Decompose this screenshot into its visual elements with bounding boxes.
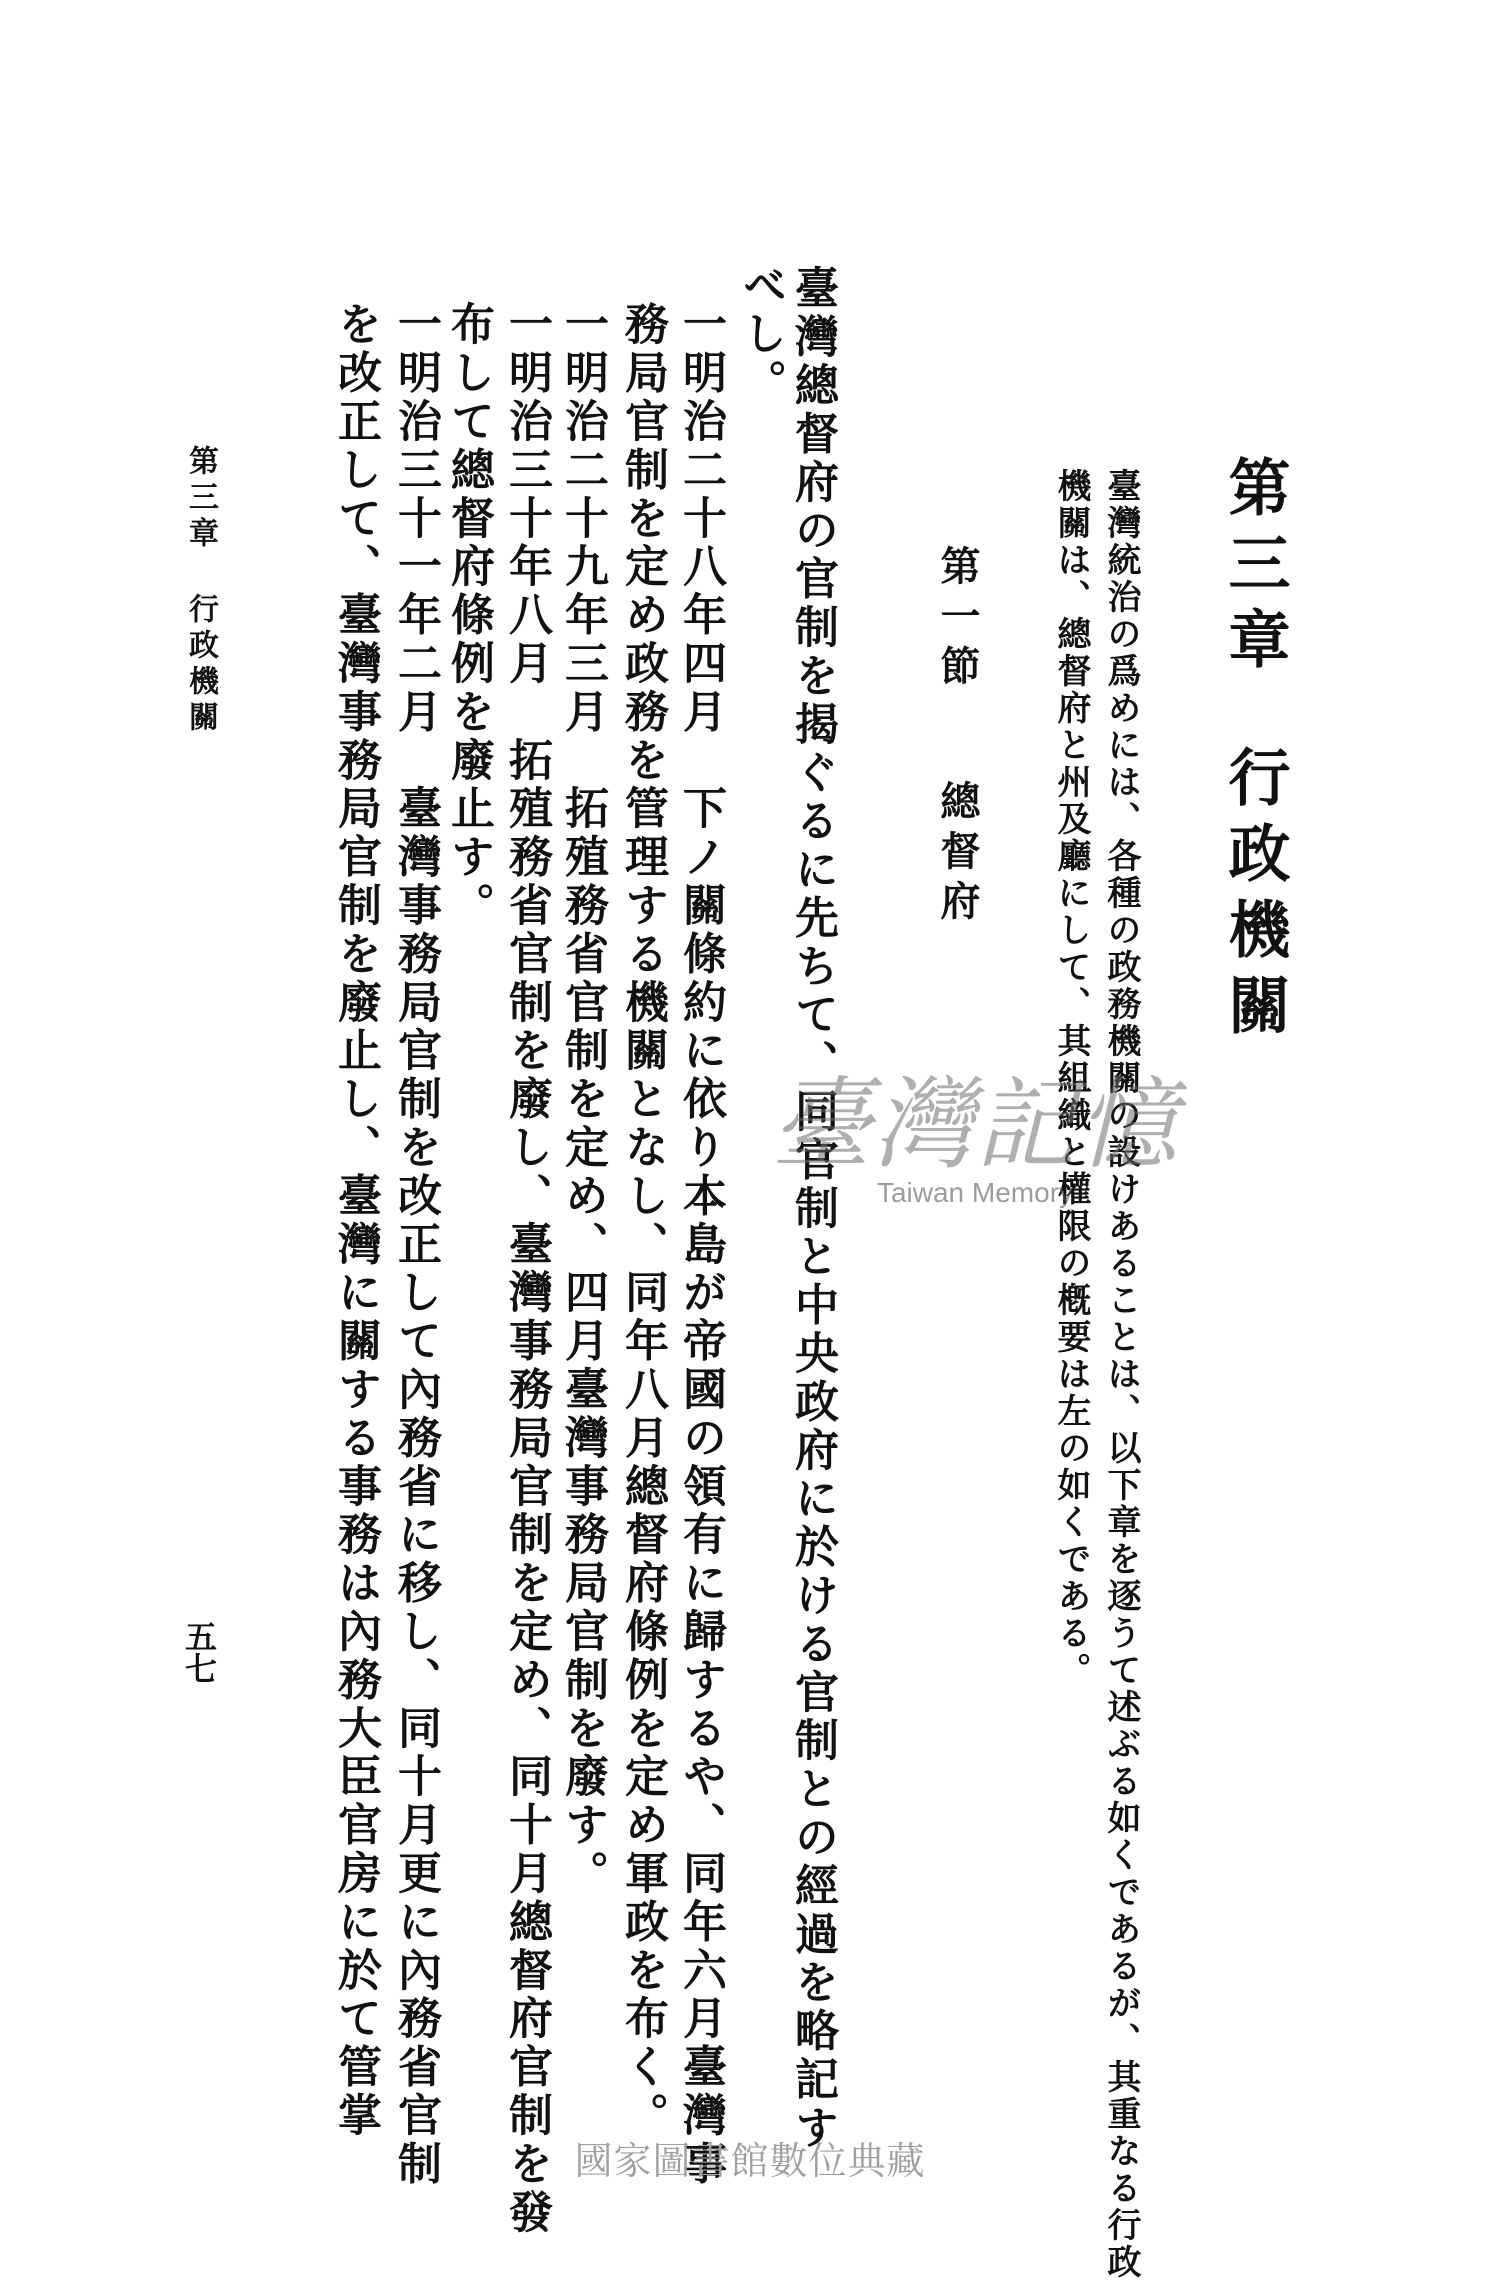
page-number: 五七 xyxy=(180,1620,218,1684)
watermark-subtext: Taiwan Memory xyxy=(876,1177,1074,1208)
intro-line: 機關は、總督府と州及廳にして、其組織と權限の槪要は左の如くである。 xyxy=(1051,468,1091,1689)
chapter-name: 行政機關 xyxy=(1218,745,1291,1049)
body-line: 臺灣總督府の官制を揭ぐるに先ちて、同官制と中央政府に於ける官制との經過を略記す xyxy=(787,265,838,2153)
intro-line: 臺灣統治の爲めには、各種の政務機關の設けあることは、以下章を逐うて述ぶる如くであるが、其重なる行政 xyxy=(1101,468,1141,2281)
chapter-number: 第三章 xyxy=(1218,455,1291,683)
chapter-title xyxy=(1218,455,1291,1049)
running-head-title: 行政機關 xyxy=(183,593,218,737)
body-line: 一明治三十年八月 拓殖務省官制を廢し、臺灣事務局官制を定め、同十月總督府官制を發 xyxy=(501,301,552,2237)
running-head xyxy=(183,445,218,737)
body-line: 一明治三十一年二月 臺灣事務局官制を改正して內務省に移し、同十月更に內務省官制 xyxy=(390,301,441,2189)
body-line: 布して總督府條例を廢止す。 xyxy=(443,301,494,931)
body-line: 一明治二十八年四月 下ノ關條約に依り本島が帝國の領有に歸するや、同年六月臺灣事 xyxy=(675,301,726,2189)
watermark-text: 臺灣記憶 xyxy=(771,1066,1179,1183)
running-head-chapter: 第三章 xyxy=(183,445,218,553)
body-line: を改正して、臺灣事務局官制を廢止し、臺灣に關する事務は內務大臣官房に於て管掌 xyxy=(330,301,381,2141)
library-footer: 國家圖書館數位典藏 xyxy=(574,2139,926,2183)
section-number: 第一節 xyxy=(934,545,981,695)
watermark xyxy=(740,1066,1210,1209)
body-line: 一明治二十九年三月 拓殖務省官制を定め、四月臺灣事務局官制を廢す。 xyxy=(557,301,608,1899)
body-line: べし。 xyxy=(735,262,786,408)
section-title xyxy=(934,545,981,930)
body-line: 務局官制を定め政務を管理する機關となし、同年八月總督府條例を定め軍政を布く。 xyxy=(617,301,668,2141)
section-name: 總督府 xyxy=(934,780,981,930)
